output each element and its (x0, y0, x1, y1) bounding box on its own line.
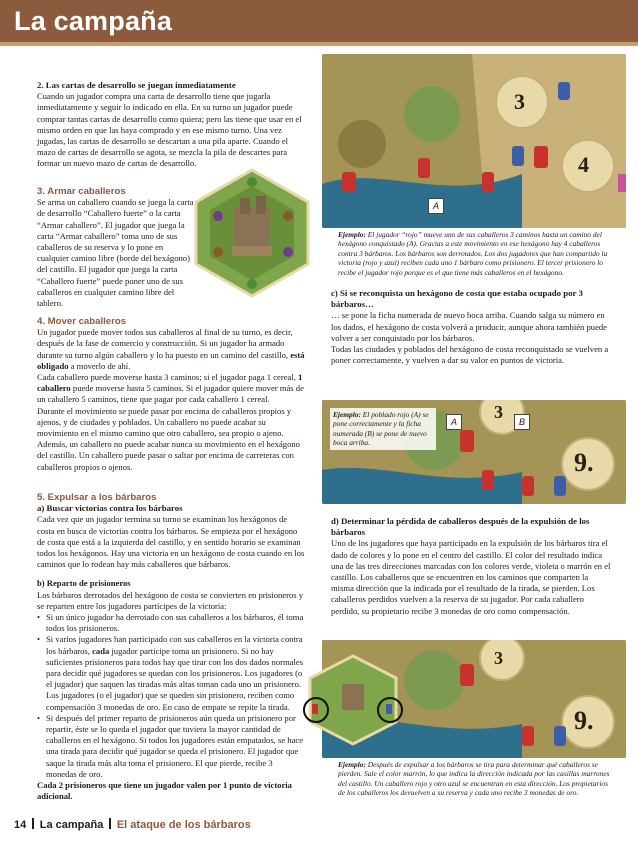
number-token: 3 (514, 89, 525, 114)
number-token: 3 (494, 648, 503, 668)
section-4-p1: Un jugador puede mover todos sus caballeros al final de su turno, es decir, después de la fase de comercio y construcción. Si un jugador ha armado durante su turno algún caballero y lo ha puesto en un camino del castillo, está obligado a moverlo de ahí. (37, 327, 305, 371)
number-token: 9. (574, 448, 594, 477)
section-3-text: Se arma un caballero cuando se juega la carta de desarrollo “Caballero fuerte” o la carta “Armar caballero”. El jugador que juega la carta “Armar caballero” toma uno de sus caballeros de su reserva y lo pone en cualquier camino libre (borde del hexágono) del castillo. El jugador que juega la carta “Caballero fuerte” puede poner uno de sus caballeros en cualquier camino libre del tablero. (37, 197, 194, 309)
section-c-heading: c) Si se reconquista un hexágono de costa que estaba ocupado por 3 bárbaros… (331, 288, 583, 310)
section-4-p2: Cada caballero puede moverse hasta 3 caminos; si el jugador paga 1 cereal, 1 caballero puede moverse hasta 5 caminos. Si el jugador quiere mover más de un caballero 5 caminos, tiene que pagar por cada caballero 1 cereal. (37, 372, 304, 405)
page-footer (14, 818, 251, 831)
page-number: 14 (14, 819, 27, 831)
castle-detail-image (300, 650, 406, 750)
number-token: 4 (578, 152, 589, 177)
section-4-heading: 4. Mover caballeros (37, 316, 127, 327)
section-c-text1: … se pone la ficha numerada de nuevo boca arriba. Cuando salga su número en los dados, el hexágono de costa volverá a producir, aunque ahora también puede volver a ser conquistado por los bárbaros. (331, 310, 607, 343)
title-accent (0, 42, 638, 46)
list-item: • Si después del primer reparto de prisioneros aún queda un prisionero por repartir, éste se lo queda el jugador que tuviera la mayor cantidad de caballeros en el hexágono. Si todos los jugadores están empatados, se hace una tirada para decidir qué jugador se queda el prisionero. El jugador que saque la tirada más alta toma el prisionero. El que pierde, recibe 3 monedas de oro. (37, 713, 305, 780)
footer-section: La campaña (39, 819, 104, 831)
section-5a-text: Cada vez que un jugador termina su turno se examinan los hexágonos de costa en busca de victorias contra los bárbaros. Se empieza por el hexágono de costa que está a la izquierda del castillo, y en sentido horario se examinan todos los hexágonos. Hay una victoria en un hexágono de costa cuando en los caminos que lo rodean hay más caballeros que bárbaros. (37, 514, 305, 570)
section-3 (37, 186, 197, 309)
section-5-heading: 5. Expulsar a los bárbaros (37, 492, 157, 503)
section-3-heading: 3. Armar caballeros (37, 186, 126, 197)
footer-subtitle: El ataque de los bárbaros (116, 819, 251, 831)
section-4-p3: Durante el movimiento se puede pasar por encima de caballeros propios y ajenos, y de ciudades y poblados. Un caballero no puede acabar su movimiento en el mismo camino que otro caballero, sea propio o ajeno. Además, un caballero no puede acabar nunca su movimiento en el hexágono del castillo. Un caballero puede pasar o saltar por encima de carreteras con caballeros propios o ajenos. (37, 405, 300, 472)
section-2-text: Cuando un jugador compra una carta de desarrollo tiene que jugarla inmediatamente y seguir lo indicado en ella. En su turno un jugador puede comprar tantas cartas de desarrollo como quiera; pero las tiene que usar en el mismo orden en que las haya comprado y en ese mismo turno. Una vez jugadas, las cartas de desarrollo se descartan a una pila aparte. Cuando el mazo de cartas de desarrollo se agota, se mezcla la pila de descartes para formar un nuevo mazo de cartas de desarrollo. (37, 91, 302, 169)
section-d (331, 516, 613, 617)
caption-1: Ejemplo: El jugador “rojo” mueve uno de sus caballeros 3 caminos hasta un camino del hexágono conquistado (A). Gracias a este movimiento en ese hexágono hay 4 caballeros contra 3 bárbaros. Los bárbaros son derrotados. Los dos jugadores que han compartido la victoria (rojo y azul) reciben cada uno 1 bárbaro como prisionero. El tercer prisionero lo recibe el jugador rojo porque es el que tiene más caballeros en el hexágono. (338, 230, 608, 277)
title-bar (0, 0, 638, 46)
list-item: • Si varios jugadores han participado con sus caballeros en la victoria contra los bárbaros, cada jugador participe toma un prisionero. Si no hay suficientes prisioneros para todos hay que tirar con los dos dados normales para decidir qué jugadores se quedan con los prisioneros. Los jugadores (o el jugador) que saquen las tiradas más altas toman cada uno un prisionero. Los jugadores (o el jugador) que se queden sin prisionero, reciben como compensación 3 monedas de oro. En caso de empate se repite la tirada. (37, 634, 305, 712)
section-c-text2: Todas las ciudades y poblados del hexágono de costa reconquistado se vuelven a poner correctamente, y vuelven a dar su valor en puntos de victoria. (331, 344, 609, 366)
section-5b-list (37, 612, 305, 780)
section-5-closing: Cada 2 prisioneros que tiene un jugador valen por 1 punto de victoria adicional. (37, 780, 292, 802)
number-token: 3 (494, 402, 503, 422)
label-badge-b: B (514, 414, 530, 430)
section-c (331, 288, 613, 366)
page-title: La campaña (14, 6, 173, 36)
section-2-heading: 2. Las cartas de desarrollo se juegan inmediatamente (37, 80, 236, 90)
section-2 (37, 80, 305, 170)
castle-hexagon-image (194, 168, 310, 298)
label-badge-a: A (446, 414, 462, 430)
section-5 (37, 492, 305, 802)
list-item: • Si un único jugador ha derrotado con sus caballeros a los bárbaros, él toma todos los prisioneros. (37, 612, 305, 634)
number-token: 9. (574, 706, 594, 735)
section-5b-heading: b) Reparto de prisioneros (37, 578, 131, 589)
section-4 (37, 316, 305, 473)
caption-2: Ejemplo: El poblado rojo (A) se pone correctamente y la ficha numerada (B) se pone de nuevo boca arriba. (330, 408, 436, 450)
section-d-heading: d) Determinar la pérdida de caballeros después de la expulsión de los bárbaros (331, 516, 590, 538)
caption-3: Ejemplo: Después de expulsar a los bárbaros se tira para determinar qué caballeros se pierden. Sale el color marrón, lo que indica la dirección indicada por las casillas marrones del castillo. Un caballero rojo y otro azul se encuentran en esta dirección. Los propietarios de los caballeros los devuelven a su reserva y cada uno recibe 3 monedas de oro. (338, 760, 610, 798)
section-5b-text: Los bárbaros derrotados del hexágono de costa se convierten en prisioneros y se reparten entre los jugadores partícipes de la victoria: (37, 589, 304, 611)
label-badge-a: A (428, 198, 444, 214)
board-image-1 (322, 54, 626, 228)
board-image-2 (322, 400, 626, 504)
section-d-text: Uno de los jugadores que haya participado en la expulsión de los bárbaros tira el dado de colores y lo pone en el centro del castillo. El color del resultado indica una de las tres direcciones marcadas con los colores verde, violeta o marrón en el castillo. Los caballeros que se encuentren en los caminos que comparten la misma dirección que la indicada por el resultado de la tirada, se pierden. Los caballeros perdidos vuelven a la reserva de su jugador. Por cada caballero perdido, su propietario recibe 3 monedas de oro como compensación. (331, 538, 611, 616)
section-5a-heading: a) Buscar victorias contra los bárbaros (37, 503, 183, 514)
